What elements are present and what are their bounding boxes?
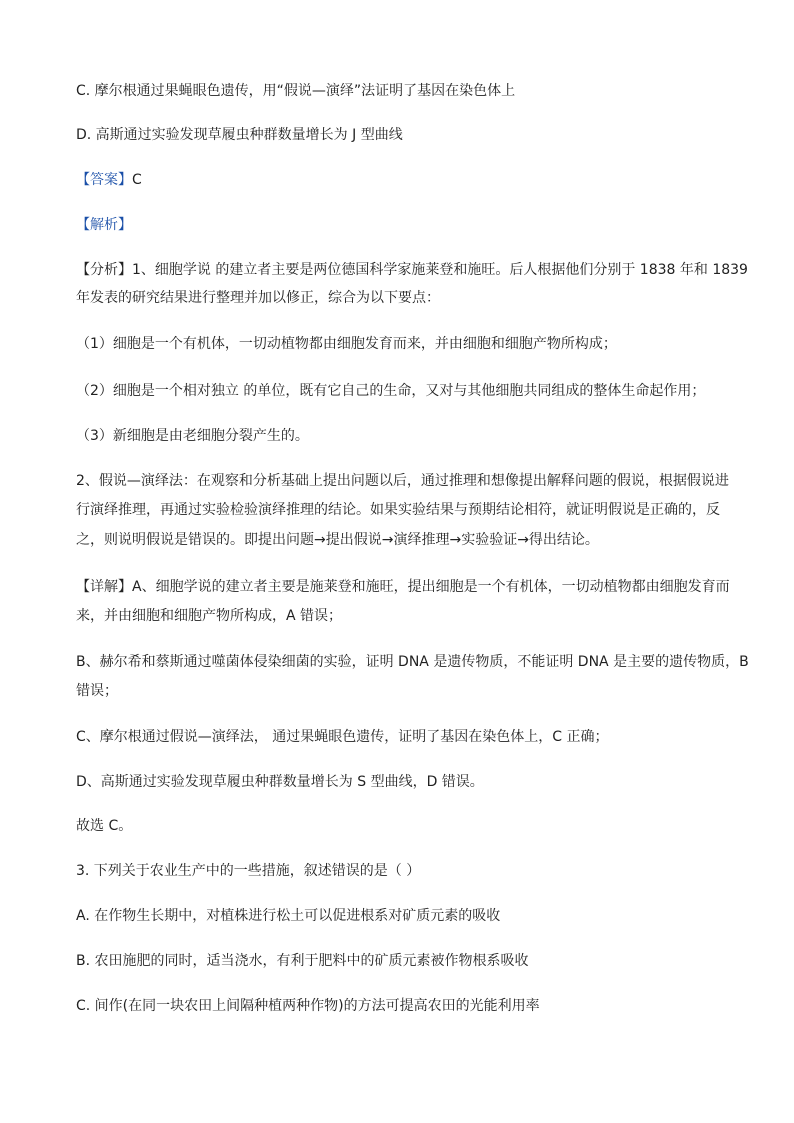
detail-c: C、摩尔根通过假说—演绎法， 通过果蝇眼色遗传，证明了基因在染色体上，C 正确； xyxy=(76,729,609,745)
point-1: （1）细胞是一个有机体，一切动植物都由细胞发育而来，并由细胞和细胞产物所构成； xyxy=(76,336,617,352)
question-3-option-b: B. 农田施肥的同时，适当浇水，有利于肥料中的矿质元素被作物根系吸收 xyxy=(76,953,529,969)
detail-b-line-1: B、赫尔希和蔡斯通过噬菌体侵染细菌的实验，证明 DNA 是遗传物质，不能证明 DNA 是主要的遗传物质，B xyxy=(76,654,749,670)
hypothesis-line-1: 2、假说—演绎法：在观察和分析基础上提出问题以后，通过推理和想像提出解释问题的假说，根据假说进 xyxy=(76,473,729,489)
detail-a-line-2: 来，并由细胞和细胞产物所构成，A 错误； xyxy=(76,608,343,624)
point-3: （3）新细胞是由老细胞分裂产生的。 xyxy=(76,428,309,444)
option-d: D. 高斯通过实验发现草履虫种群数量增长为 J 型曲线 xyxy=(76,127,403,143)
answer-line xyxy=(76,170,142,190)
question-3-option-a: A. 在作物生长期中，对植株进行松土可以促进根系对矿质元素的吸收 xyxy=(76,908,501,924)
answer-value: C xyxy=(132,172,142,188)
detail-d: D、高斯通过实验发现草履虫种群数量增长为 S 型曲线，D 错误。 xyxy=(76,774,484,790)
option-c: C. 摩尔根通过果蝇眼色遗传，用“假说—演绎”法证明了基因在染色体上 xyxy=(76,83,516,99)
fenxi-tag: 【分析】 xyxy=(76,262,132,278)
detail-a-text-1: A、细胞学说的建立者主要是施莱登和施旺，提出细胞是一个有机体，一切动植物都由细胞发育而 xyxy=(132,579,730,595)
fenxi-line-1 xyxy=(76,260,748,280)
hypothesis-line-2: 行演绎推理，再通过实验检验演绎推理的结论。如果实验结果与预期结论相符，就证明假说是正确的，反 xyxy=(76,502,720,518)
question-3-option-c: C. 间作(在同一块农田上间隔种植两种作物)的方法可提高农田的光能利用率 xyxy=(76,998,540,1014)
hypothesis-line-3: 之，则说明假说是错误的。即提出问题→提出假说→演绎推理→实验验证→得出结论。 xyxy=(76,532,599,548)
fenxi-text-1: 1、细胞学说 的建立者主要是两位德国科学家施莱登和施旺。后人根据他们分别于 1838 年和 1839 xyxy=(132,262,748,278)
detail-a-line-1 xyxy=(76,577,730,597)
detail-b-line-2: 错误； xyxy=(76,683,118,699)
question-3-stem: 3. 下列关于农业生产中的一些措施，叙述错误的是（ ） xyxy=(76,863,421,879)
point-2: （2）细胞是一个相对独立 的单位，既有它自己的生命，又对与其他细胞共同组成的整体生命起作用； xyxy=(76,383,706,399)
conclusion: 故选 C。 xyxy=(76,818,133,834)
fenxi-line-2: 年发表的研究结果进行整理并加以修正，综合为以下要点： xyxy=(76,290,440,306)
analysis-tag: 【解析】 xyxy=(76,217,132,233)
detail-tag: 【详解】 xyxy=(76,579,132,595)
answer-tag: 【答案】 xyxy=(76,172,132,188)
